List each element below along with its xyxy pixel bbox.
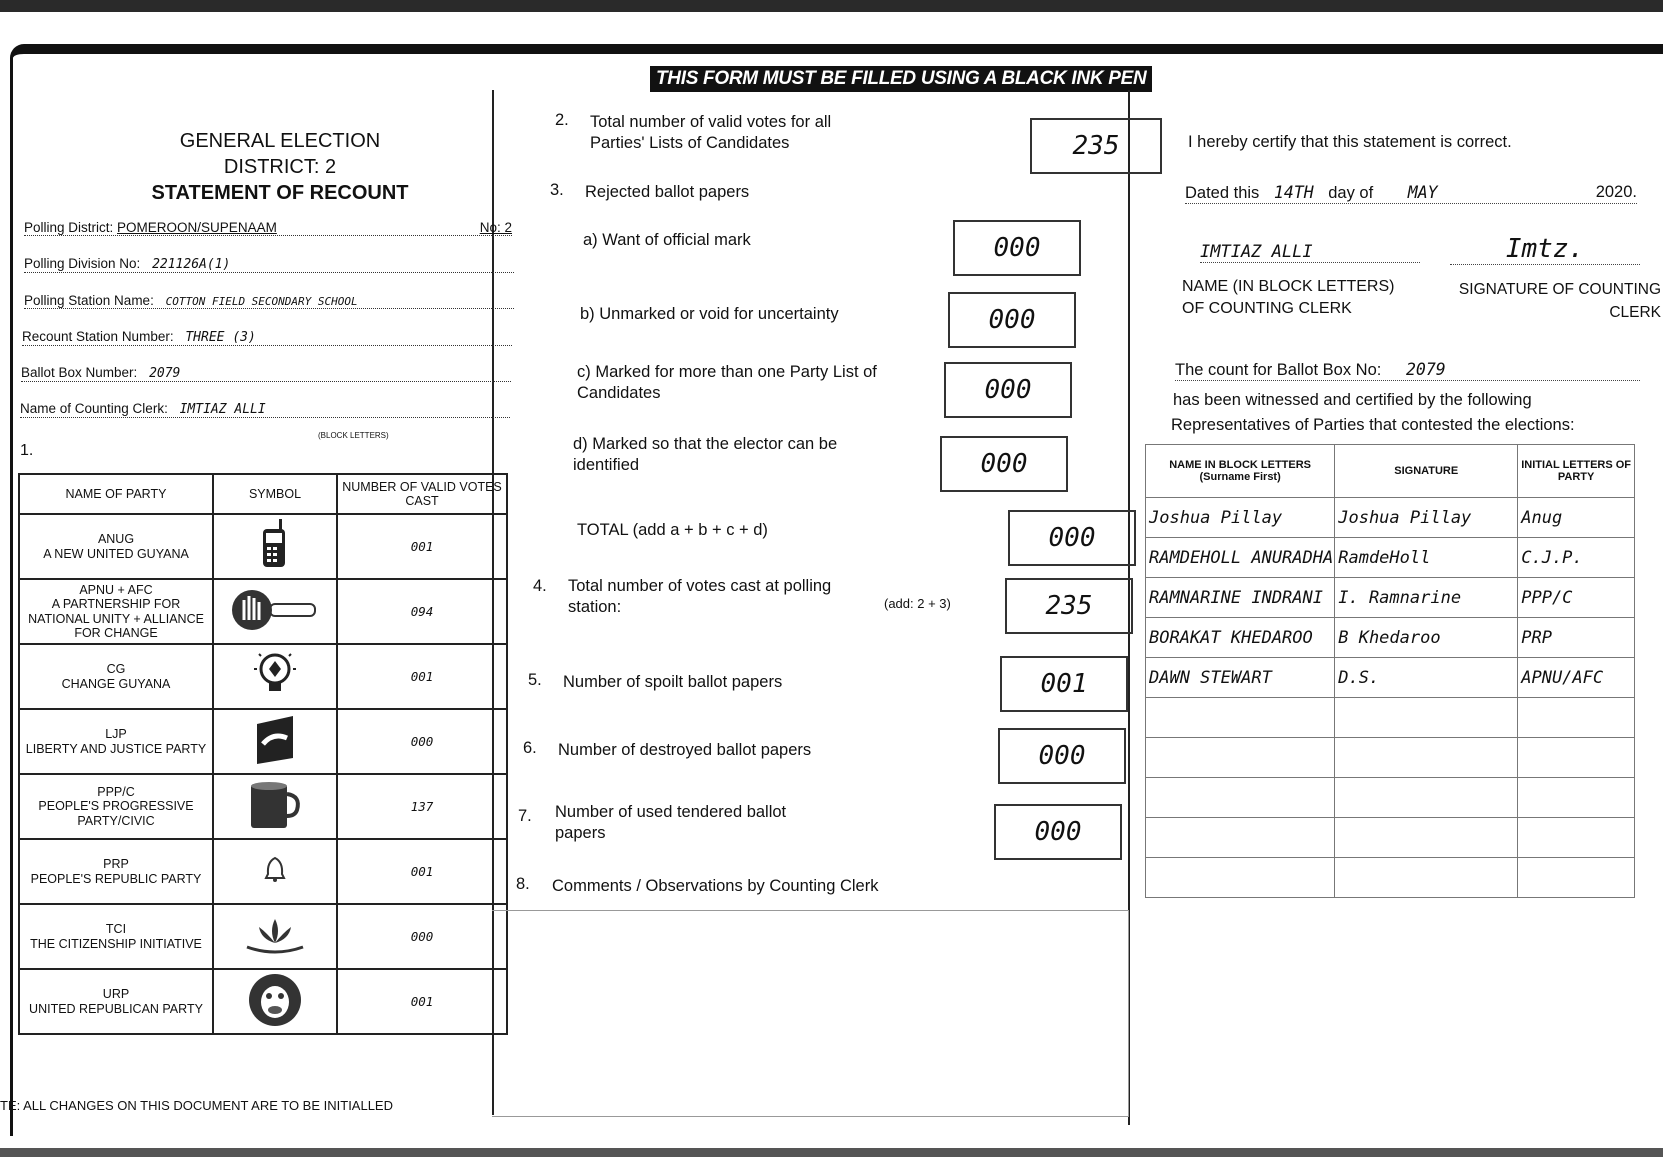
party-name-cell — [19, 774, 213, 839]
party-row — [19, 579, 507, 644]
party-full-name: PEOPLE'S REPUBLIC PARTY — [30, 871, 202, 886]
item-3d-label: d) Marked so that the elector can be identified — [573, 435, 838, 475]
polling-station-label: Polling Station Name: — [24, 293, 154, 308]
counting-clerk-label: Name of Counting Clerk: — [20, 401, 168, 416]
counting-clerk-field[interactable] — [20, 401, 510, 418]
representative-row — [1146, 618, 1635, 658]
party-full-name: A NEW UNITED GUYANA — [43, 546, 189, 561]
party-symbol-cell — [213, 579, 337, 644]
rep-signature-cell[interactable]: I. Ramnarine — [1335, 578, 1518, 618]
party-votes-cell[interactable]: 001 — [337, 514, 507, 579]
rep-signature-cell[interactable] — [1335, 818, 1518, 858]
rep-name-cell[interactable]: Joshua Pillay — [1146, 498, 1335, 538]
ballot-box-field[interactable] — [21, 365, 511, 382]
rep-name-cell[interactable]: RAMDEHOLL ANURADHA — [1146, 538, 1335, 578]
representative-row — [1146, 738, 1635, 778]
party-name-cell — [19, 969, 213, 1034]
polling-station-field[interactable] — [24, 293, 514, 309]
item-3-label: Rejected ballot papers — [585, 183, 750, 201]
item-3-number: 3. — [550, 181, 564, 199]
representatives-table — [1145, 444, 1635, 898]
party-abbreviation: LJP — [105, 727, 127, 742]
witness-line-2: Representatives of Parties that contested the elections: — [1171, 416, 1575, 434]
party-votes-cell[interactable]: 000 — [337, 904, 507, 969]
item-8-label: Comments / Observations by Counting Clerk — [552, 877, 879, 895]
valid-votes-total-box[interactable]: 235 — [1030, 118, 1162, 174]
party-name-cell — [19, 579, 213, 644]
rep-name-cell[interactable] — [1146, 818, 1335, 858]
comments-box[interactable] — [492, 910, 1129, 1117]
rep-party-cell[interactable] — [1518, 738, 1635, 778]
party-symbol-cell — [213, 644, 337, 709]
handshake-icon — [253, 714, 297, 769]
rep-name-cell[interactable]: BORAKAT KHEDAROO — [1146, 618, 1335, 658]
item-7-number: 7. — [518, 807, 532, 825]
party-name-cell — [19, 904, 213, 969]
item-3b-label: b) Unmarked or void for uncertainty — [580, 305, 839, 323]
rep-party-cell[interactable] — [1518, 698, 1635, 738]
party-votes-cell[interactable]: 001 — [337, 969, 507, 1034]
party-row — [19, 904, 507, 969]
dated-prefix: Dated this — [1185, 184, 1260, 202]
reps-header-name: NAME IN BLOCK LETTERS (Surname First) — [1146, 445, 1335, 498]
party-votes-cell[interactable]: 137 — [337, 774, 507, 839]
party-abbreviation: CG — [106, 662, 126, 677]
district-number: No: 2 — [479, 220, 512, 235]
ballot-box-value: 2079 — [149, 366, 181, 381]
header-district: DISTRICT: 2 — [223, 156, 337, 178]
rep-party-cell[interactable]: Anug — [1518, 498, 1635, 538]
rep-name-cell[interactable]: DAWN STEWART — [1146, 658, 1335, 698]
clerk-name-label: NAME (IN BLOCK LETTERS) OF COUNTING CLERK — [1182, 278, 1395, 318]
party-symbol-cell — [213, 514, 337, 579]
party-row — [19, 839, 507, 904]
rep-signature-cell[interactable] — [1335, 738, 1518, 778]
rep-signature-cell[interactable]: RamdeHoll — [1335, 538, 1518, 578]
count-ballot-box-line[interactable] — [1175, 360, 1640, 381]
ballot-box-label: Ballot Box Number: — [21, 365, 138, 380]
column-header-votes: NUMBER OF VALID VOTES CAST — [337, 474, 507, 514]
item-5-number: 5. — [528, 671, 542, 689]
party-name-cell — [19, 709, 213, 774]
want-of-official-mark-box[interactable]: 000 — [953, 220, 1081, 276]
top-edge-band — [0, 0, 1663, 12]
representative-row — [1146, 778, 1635, 818]
item-4-add-note: (add: 2 + 3) — [884, 596, 951, 611]
polling-division-label: Polling Division No: — [24, 256, 141, 271]
party-row — [19, 709, 507, 774]
form-header — [100, 128, 460, 206]
party-full-name: PEOPLE'S PROGRESSIVE PARTY/CIVIC — [38, 799, 194, 828]
column-header-party: NAME OF PARTY — [19, 474, 213, 514]
rep-name-cell[interactable] — [1146, 738, 1335, 778]
party-votes-cell[interactable]: 094 — [337, 579, 507, 644]
representative-row — [1146, 698, 1635, 738]
reps-header-signature: SIGNATURE — [1335, 445, 1518, 498]
rep-name-cell[interactable]: RAMNARINE INDRANI — [1146, 578, 1335, 618]
initial-changes-note: TE: ALL CHANGES ON THIS DOCUMENT ARE TO BE INITIALLED — [0, 1098, 393, 1113]
item-6-number: 6. — [523, 739, 537, 757]
cup-icon — [247, 778, 303, 835]
marked-multiple-box[interactable]: 000 — [944, 362, 1072, 418]
witness-line-1: has been witnessed and certified by the following — [1173, 391, 1532, 409]
clerk-signature: Imtz. — [1450, 234, 1640, 265]
dated-mid: day of — [1328, 184, 1374, 202]
party-row — [19, 644, 507, 709]
rep-signature-cell[interactable]: Joshua Pillay — [1335, 498, 1518, 538]
destroyed-ballots-box[interactable]: 000 — [998, 728, 1126, 784]
tendered-ballots-box[interactable]: 000 — [994, 804, 1122, 860]
party-abbreviation: APNU + AFC — [79, 582, 153, 597]
rep-signature-cell[interactable] — [1335, 858, 1518, 898]
party-abbreviation: TCI — [105, 922, 127, 937]
rep-name-cell[interactable] — [1146, 778, 1335, 818]
recount-station-field[interactable] — [22, 329, 512, 346]
recount-station-value: THREE (3) — [185, 330, 256, 345]
party-row — [19, 969, 507, 1034]
rep-party-cell[interactable] — [1518, 818, 1635, 858]
representative-row — [1146, 538, 1635, 578]
party-abbreviation: URP — [102, 987, 130, 1002]
party-abbreviation: PRP — [103, 857, 129, 872]
certify-statement: I hereby certify that this statement is correct. — [1188, 133, 1512, 151]
header-title: STATEMENT OF RECOUNT — [151, 182, 409, 204]
phone-icon — [260, 519, 290, 574]
party-votes-cell[interactable]: 001 — [337, 839, 507, 904]
party-symbol-cell — [213, 839, 337, 904]
rep-name-cell[interactable] — [1146, 698, 1335, 738]
party-symbol-cell — [213, 774, 337, 839]
polling-station-value: COTTON FIELD SECONDARY SCHOOL — [165, 295, 358, 308]
item-4-number: 4. — [533, 577, 547, 595]
party-votes-cell[interactable]: 001 — [337, 644, 507, 709]
count-prefix: The count for Ballot Box No: — [1175, 361, 1382, 379]
black-ink-banner: THIS FORM MUST BE FILLED USING A BLACK INK PEN — [650, 66, 1152, 92]
party-symbol-cell — [213, 709, 337, 774]
lightbulb-icon — [253, 649, 297, 704]
total-rejected-box[interactable]: 000 — [1008, 510, 1136, 566]
party-name-cell — [19, 644, 213, 709]
dated-month: MAY — [1407, 183, 1438, 202]
item-4-label: Total number of votes cast at polling station: — [568, 577, 832, 617]
party-name-cell — [19, 514, 213, 579]
rep-party-cell[interactable] — [1518, 778, 1635, 818]
total-rejected-label: TOTAL (add a + b + c + d) — [577, 521, 768, 539]
bell-icon — [264, 856, 286, 887]
item-3a-label: a) Want of official mark — [583, 231, 751, 249]
clerk-name-handwritten: IMTIAZ ALLI — [1200, 242, 1420, 263]
count-box-number: 2079 — [1405, 360, 1446, 379]
polling-division-value: 221126A(1) — [152, 257, 231, 272]
party-votes-cell[interactable]: 000 — [337, 709, 507, 774]
party-full-name: UNITED REPUBLICAN PARTY — [29, 1001, 203, 1016]
table-header-row — [19, 474, 507, 514]
spoilt-ballots-box[interactable]: 001 — [1000, 656, 1128, 712]
identifiable-elector-box[interactable]: 000 — [940, 436, 1068, 492]
block-letters-note: (BLOCK LETTERS) — [318, 431, 389, 440]
item-2-number: 2. — [555, 111, 569, 129]
party-symbol-cell — [213, 904, 337, 969]
rep-signature-cell[interactable] — [1335, 778, 1518, 818]
rep-party-cell[interactable] — [1518, 858, 1635, 898]
rep-party-cell[interactable]: C.J.P. — [1518, 538, 1635, 578]
party-votes-table — [18, 473, 508, 1035]
total-votes-cast-box[interactable]: 235 — [1005, 578, 1133, 634]
party-row — [19, 514, 507, 579]
dated-line[interactable] — [1185, 183, 1637, 204]
rep-name-cell[interactable] — [1146, 858, 1335, 898]
party-abbreviation: ANUG — [97, 532, 135, 547]
header-election: GENERAL ELECTION — [179, 130, 381, 152]
bottom-edge-band — [0, 1148, 1663, 1157]
rep-signature-cell[interactable]: B Khedaroo — [1335, 618, 1518, 658]
item-8-number: 8. — [516, 875, 530, 893]
section-1-number: 1. — [20, 442, 34, 459]
lotus-icon — [243, 913, 307, 960]
party-full-name: THE CITIZENSHIP INITIATIVE — [30, 936, 202, 951]
item-3c-label: c) Marked for more than one Party List of Candidates — [577, 363, 877, 403]
rep-party-cell[interactable]: PRP — [1518, 618, 1635, 658]
polling-district-field[interactable] — [24, 220, 512, 236]
party-full-name: A PARTNERSHIP FOR NATIONAL UNITY + ALLIANCE FOR CHANGE — [28, 597, 204, 640]
party-symbol-cell — [213, 969, 337, 1034]
party-row — [19, 774, 507, 839]
item-5-label: Number of spoilt ballot papers — [563, 673, 783, 691]
polling-district-value: POMEROON/SUPENAAM — [117, 220, 277, 235]
clerk-signature-label: SIGNATURE OF COUNTING CLERK — [1458, 281, 1661, 322]
representative-row — [1146, 818, 1635, 858]
column-header-symbol: SYMBOL — [213, 474, 337, 514]
rep-signature-cell[interactable] — [1335, 698, 1518, 738]
polling-district-label: Polling District: — [24, 220, 114, 235]
reps-header-party: INITIAL LETTERS OF PARTY — [1518, 445, 1635, 498]
representative-row — [1146, 858, 1635, 898]
item-2-label: Total number of valid votes for all Parties' Lists of Candidates — [590, 113, 832, 153]
party-full-name: LIBERTY AND JUSTICE PARTY — [25, 741, 207, 756]
reps-header-row — [1146, 445, 1635, 498]
dated-year: 2020. — [1595, 183, 1637, 201]
rep-party-cell[interactable]: PPP/C — [1518, 578, 1635, 618]
item-6-label: Number of destroyed ballot papers — [558, 741, 812, 759]
representative-row — [1146, 498, 1635, 538]
counting-clerk-value: IMTIAZ ALLI — [179, 402, 266, 417]
party-name-cell — [19, 839, 213, 904]
party-abbreviation: PPP/C — [97, 784, 135, 799]
unmarked-void-box[interactable]: 000 — [948, 292, 1076, 348]
representative-row — [1146, 578, 1635, 618]
party-full-name: CHANGE GUYANA — [61, 676, 171, 691]
dated-day: 14TH — [1273, 183, 1314, 202]
cow-icon — [247, 972, 303, 1031]
hand-key-icon — [230, 586, 320, 637]
polling-division-field[interactable] — [24, 256, 514, 273]
rep-party-cell[interactable]: APNU/AFC — [1518, 658, 1635, 698]
rep-signature-cell[interactable]: D.S. — [1335, 658, 1518, 698]
representative-row — [1146, 658, 1635, 698]
item-7-label: Number of used tendered ballot papers — [555, 803, 787, 843]
recount-station-label: Recount Station Number: — [22, 329, 174, 344]
